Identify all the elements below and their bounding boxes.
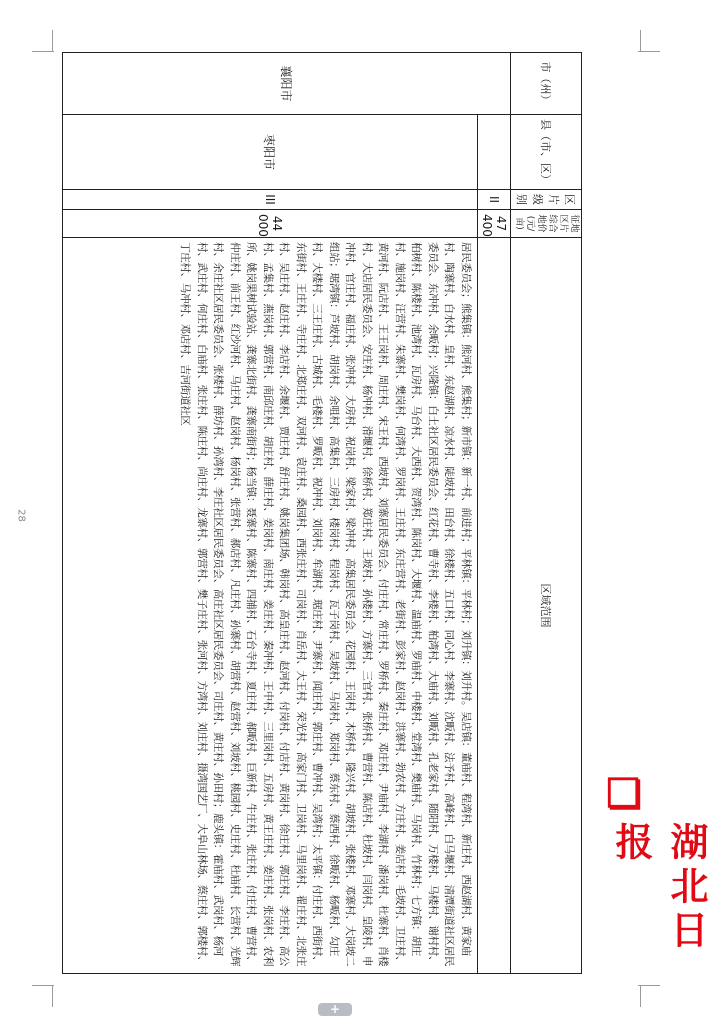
add-page-button[interactable]: + xyxy=(318,1003,352,1016)
newspaper-watermark xyxy=(590,770,709,990)
watermark-text: 湖北日报 xyxy=(609,822,709,954)
cell-level: II xyxy=(478,190,511,210)
header-level: 区片级别 xyxy=(511,190,582,210)
table-row xyxy=(63,53,478,974)
crop-mark-tr-h xyxy=(638,51,660,52)
cell-city: 襄阳市 xyxy=(63,53,511,115)
header-city: 市（州） xyxy=(511,53,582,115)
cell-range: 居民委员会；熊集镇：熊河村、熊集村；新市镇：新一村、前进村；平林镇：平林村；刘升镇：刘升村。吴店镇：董庙村、程湾村、新庄村、西赵湖村、黄家庙村、陶寨村、白水村、皇村、东赵湖村、凉水村、陡坡村、田台村、徐楼村、五口村、同心村、李寨村、沈畈村、法予村、高峰村、白马堰村、清潭街道社区居民委员会、东冲村、余畈村；兴隆镇：白土社区居民委员会、红花村、曹寺村、李楼村、柏湾村、大庙村、刘畈村、孔老家村、随阳村、万楼村、马楼村、谢村村、柏树村、陈楼村、池湾村、瓦房村、马台村、大西村、贺湾村、陈岗村、大堰村、温庙村、罗庙村、中楼村、堂湾村、樊庙村、马岗村、竹林村；七方镇：胡庄村、施岗村、汪营村、朱寨村、樊岗村、何湾村、罗岗村、王庄村、东庄营村、老街村、彭家村、赵岗村、洪寨村、勃农村、方庄村、姜店村、毛坡村、卫庄村、黄河村、阮店村、王王岗村、周庄村、宋王村、西坡村、刘寨居民委员会、付庄村、常庄村、罗桥村、秦庄村、邓庄村、尹庙村、李湖村、潘岗村、杜寨村、肖楼村、大店居民委员会、安庄村、杨冲村、滑堰村、徐桥村、郑庄村、王坡村、孙楼村、方寨村、三官村、张桥村、曹营村、陈店村、杜坡村、闫岗村、皇陵村、申冲村、官庄村、福庄村、张冲村、大房村、祝岗村、梁家村、梁冲村、高集居民委员会、花园村、王岗村、木桥村、隆兴村、胡坡村、张楼村、邓寨村、大岗坡二组站；琚湾镇：芦坡村、胡岗村、余咀村、高集村、三房村、楼岗村、程岗村、瓦子岗村、吴坡村、马岗村、郑岗村、蔡东村、蔡西村、徐畈村、杨畈村、勾庄村、大楼村、三王庄村、古城村、毛楼村、罗畈村、祝冲村、刘岗村、牟湖村、琚庄村、尹寨村、闻庄村、郭庄村、曹冲村、吴湾村；太平镇：付庄村、西街村、东街村、王庄村、寺庄村、北郑庄村、双河村、袁庄村、桑园村、西张庄村、司岗村、肖岳村、大王村、荣光村、高家门村、卫岗村、马里岗村、翟庄村、北张庄村、吴庄村、赵庄村、李店村、余堰村、贾庄村、舒庄村、姚岗集团场、韩岗村、高皇庄村、赵河村、付岗村、付店村、黄岗村、徐庄村、郭庄村、李庄村、高公村、孟集村、燕岗村、郭营村、南邱庄村、胡庄村、薛庄村、姜岗村、南庄村、姜庄村、秦冲村、王中村、三里岗村、五房村、黄王庄村、姜庄村、张岗村、农利所、姚岗果树试验站、龚寨北街村、龚寨南街村；杨当镇：聂寨村、陈寨村、四捕村、石台寺村、夏庄村、郝畈村、巨新村、牛庄村、张庄村、付庄村、曹营村、仲庄村、前王村、红沙河村、马庄村、赵岗村、杨岗村、张营村、郝店村、凡庄村、孙寨村、胡营村、赵营村、刘坡村、桃园村、史庄村、杜庙村、长营村、光辉村、余庄社区居民委员会、张楼村、薛坊村、孙湾村、李庄社区居民委员会、高庄社区居民委员会、司庄村、黄庄村、孙田村；鹿头镇：霍庙村、武岗村、杨河村、武庄村、何庄村、白庙村、张庄村、陈庄村、尚庄村、龙寨村、郭营村、樊子庄村、张河村、方湾村、刘庄村、摄湾国艺厂、大阜山林场、蔡庄村、郭楼村、丁庄村、马冲村、邓店村、吉河街道社区 xyxy=(63,238,478,974)
cell-county: 枣阳市 xyxy=(63,115,478,190)
crop-mark-bl-h xyxy=(32,985,54,986)
header-range: 区域范围 xyxy=(511,238,582,974)
cell-level: III xyxy=(63,190,478,210)
cell-price: 44 000 xyxy=(63,210,478,238)
cell-county xyxy=(478,115,511,190)
crop-mark-bl-v xyxy=(52,985,53,1007)
watermark-logo-icon: ❐ xyxy=(598,775,646,812)
crop-mark-tr-v xyxy=(640,30,641,52)
header-price: 征地区片综合地价(元/亩) xyxy=(511,210,582,238)
crop-mark-tl-v xyxy=(52,30,53,52)
land-price-table xyxy=(62,52,582,974)
cell-price: 47 400 xyxy=(478,210,511,238)
rotated-table-container xyxy=(62,52,582,974)
cell-range xyxy=(478,238,511,974)
table-header-row xyxy=(511,53,582,974)
crop-mark-tl-h xyxy=(32,51,54,52)
table-row xyxy=(478,53,511,974)
header-county: 县（市、区） xyxy=(511,115,582,190)
page-number: 28 xyxy=(15,509,27,522)
